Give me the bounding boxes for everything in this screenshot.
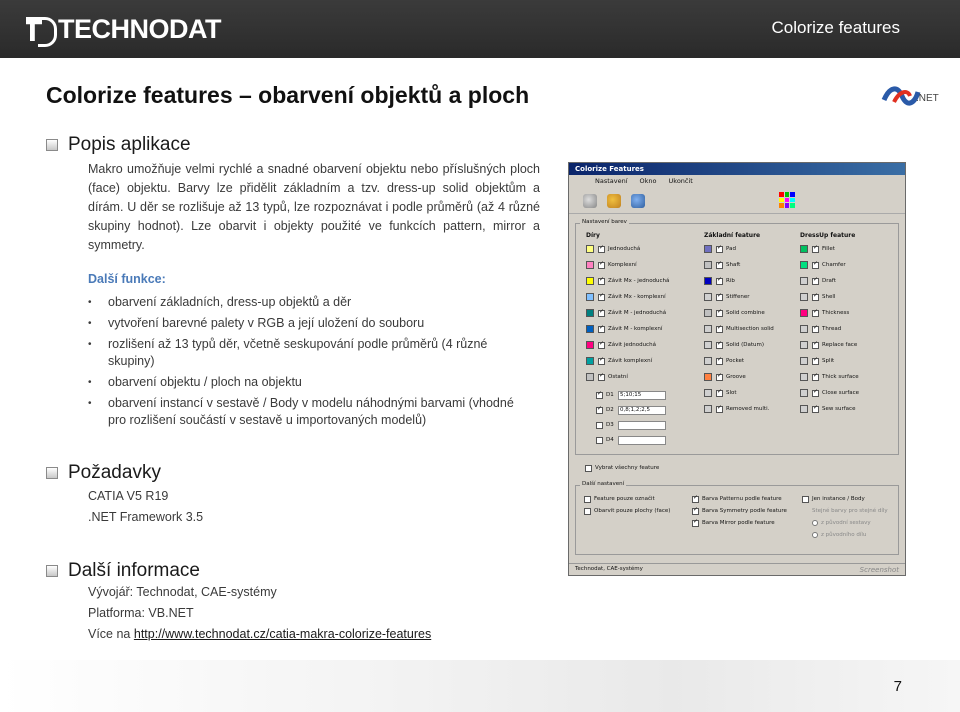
checkbox[interactable] [692, 520, 699, 527]
option-row[interactable] [812, 518, 871, 528]
status-bar [569, 563, 905, 575]
feature-label: Závit M - komplexní [608, 326, 663, 332]
feature-label: Pocket [726, 358, 745, 364]
diameter-label: D2 [606, 407, 614, 413]
top-bar [0, 0, 960, 58]
color-swatch[interactable] [800, 277, 808, 285]
option-label: z původní sestavy [821, 520, 871, 526]
column-header: Základní feature [704, 232, 761, 239]
checkbox[interactable] [596, 422, 603, 429]
list-item: • obarvení základních, dress-up objektů a děr [88, 294, 518, 311]
checkbox[interactable] [716, 326, 723, 333]
list-item: • vytvoření barevné palety v RGB a její uložení do souboru [88, 315, 518, 332]
checkbox[interactable] [716, 374, 723, 381]
feature-row[interactable] [800, 340, 857, 350]
palette-icon[interactable] [607, 194, 621, 208]
feature-label: Thick surface [822, 374, 859, 380]
diameter-input[interactable]: 0,8;1,2;2,5 [618, 406, 666, 415]
section-popis [46, 134, 191, 156]
checkbox[interactable] [596, 407, 603, 414]
feature-label: Draft [822, 278, 836, 284]
section-label: Colorize features [771, 18, 900, 37]
checkbox[interactable] [598, 374, 605, 381]
feature-label: Thickness [822, 310, 850, 316]
feature-label: Závit Mx - jednoduchá [608, 278, 670, 284]
feature-row[interactable] [586, 260, 637, 270]
color-swatch[interactable] [704, 373, 712, 381]
feature-label: Rib [726, 278, 735, 284]
color-swatch[interactable] [800, 309, 808, 317]
link-prefix: Více na [88, 627, 134, 641]
checkbox[interactable] [598, 294, 605, 301]
section-dalsi [46, 560, 200, 582]
footer-band [0, 660, 960, 712]
diameter-label: D1 [606, 392, 614, 398]
select-all-row[interactable] [585, 463, 659, 473]
option-row[interactable] [802, 494, 865, 504]
bullet-icon [46, 467, 58, 479]
diameter-input[interactable]: 5;10;15 [618, 391, 666, 400]
feature-label: Shell [822, 294, 836, 300]
other-settings-group [575, 481, 899, 555]
checkbox[interactable] [716, 406, 723, 413]
feature-row[interactable] [800, 404, 855, 414]
section-pozadavky [46, 462, 161, 484]
feature-row[interactable] [704, 404, 769, 414]
color-swatch[interactable] [586, 293, 594, 301]
feature-row[interactable] [800, 324, 841, 334]
diameter-input[interactable] [618, 436, 666, 445]
feature-row[interactable] [704, 244, 736, 254]
checkbox[interactable] [716, 246, 723, 253]
color-swatch[interactable] [586, 373, 594, 381]
column-header: Díry [586, 232, 600, 239]
option-row[interactable] [812, 530, 866, 540]
section-title: Další informace [68, 560, 200, 581]
color-swatch[interactable] [586, 245, 594, 253]
feature-row[interactable] [704, 276, 735, 286]
feature-row[interactable] [800, 388, 859, 398]
checkbox[interactable] [812, 358, 819, 365]
menu-item[interactable]: Nastavení [595, 177, 628, 185]
bullet-icon [46, 565, 58, 577]
feature-label: Závit jednoduchá [608, 342, 656, 348]
option-row[interactable] [692, 506, 787, 516]
feature-row[interactable] [704, 308, 765, 318]
option-label: Stejné barvy pro stejné díly [812, 508, 888, 514]
color-swatch[interactable] [704, 341, 712, 349]
group-label: Nastavení barev [582, 219, 627, 225]
list-item: • rozlišení až 13 typů děr, včetně seskupování podle průměrů (4 různé skupiny) [88, 336, 518, 370]
color-swatch[interactable] [586, 277, 594, 285]
group-label: Další nastavení [582, 481, 625, 487]
diameter-label: D4 [606, 437, 614, 443]
technodat-logo [26, 14, 221, 44]
requirements-list [88, 486, 203, 528]
feature-row[interactable] [704, 292, 749, 302]
feature-row[interactable] [704, 324, 774, 334]
color-swatch[interactable] [586, 357, 594, 365]
section-title: Popis aplikace [68, 134, 191, 155]
diameter-row[interactable] [596, 420, 666, 430]
option-label: Barva Mirror podle feature [702, 520, 775, 526]
feature-row[interactable] [586, 308, 666, 318]
feature-label: Removed multi. [726, 406, 770, 412]
checkbox[interactable] [812, 374, 819, 381]
bullet-icon [46, 139, 58, 151]
option-row[interactable] [584, 494, 655, 504]
option-label: Feature pouze označit [594, 496, 655, 502]
checkbox[interactable] [812, 294, 819, 301]
diameter-row[interactable] [596, 405, 666, 415]
option-row[interactable] [692, 518, 775, 528]
slide-title: Colorize features – obarvení objektů a ploch [46, 82, 530, 108]
checkbox[interactable] [596, 437, 603, 444]
feature-label: Fillet [822, 246, 835, 252]
dotnet-logo-icon [880, 84, 950, 108]
option-row[interactable] [692, 494, 782, 504]
column-header: DressUp feature [800, 232, 856, 239]
checkbox[interactable] [812, 326, 819, 333]
color-swatch[interactable] [586, 341, 594, 349]
feature-row[interactable] [704, 356, 744, 366]
list-item: CATIA V5 R19 [88, 489, 169, 503]
checkbox[interactable] [692, 496, 699, 503]
feature-row[interactable] [800, 372, 859, 382]
checkbox[interactable] [716, 358, 723, 365]
feature-row[interactable] [800, 244, 835, 254]
checkbox[interactable] [812, 246, 819, 253]
color-swatch[interactable] [800, 373, 808, 381]
logo-text: TECHNODAT [58, 13, 221, 44]
description-paragraph: Makro umožňuje velmi rychlé a snadné obarvení objektu nebo příslušných ploch (face) objektu. Barvy lze přidělit základním a tzv. dress-up solid objektům a dírám. U děr se rozlišuje až 13 typů, lze rozpoznávat i podle průměrů (až 4 různé skupiny hodnot). Lze obarvit i objekty použité ve funkcích pattern, mirror a symmetry. [88, 162, 540, 252]
feature-row[interactable] [586, 372, 628, 382]
color-swatch[interactable] [704, 293, 712, 301]
color-grid-icon[interactable] [779, 192, 795, 208]
menu-item[interactable]: Ukončit [668, 177, 693, 185]
color-settings-group [575, 219, 899, 455]
checkbox[interactable] [596, 392, 603, 399]
checkbox[interactable] [716, 294, 723, 301]
color-swatch[interactable] [586, 325, 594, 333]
checkbox[interactable] [812, 310, 819, 317]
watermark: Screenshot [859, 566, 899, 574]
checkbox[interactable] [584, 496, 591, 503]
page-number: 7 [893, 678, 902, 695]
feature-row[interactable] [800, 308, 849, 318]
feature-label: Závit Mx - komplexní [608, 294, 666, 300]
toolbar [569, 188, 905, 214]
feature-label: Pad [726, 246, 736, 252]
feature-row[interactable] [800, 260, 846, 270]
info-list [88, 582, 431, 645]
feature-label: Závit komplexní [608, 358, 653, 364]
color-swatch[interactable] [704, 309, 712, 317]
app-screenshot [568, 162, 906, 576]
color-swatch[interactable] [704, 325, 712, 333]
feature-label: Stiffener [726, 294, 750, 300]
option-row[interactable] [584, 506, 670, 516]
color-swatch[interactable] [800, 405, 808, 413]
checkbox[interactable] [585, 465, 592, 472]
checkbox[interactable] [812, 342, 819, 349]
color-swatch[interactable] [800, 341, 808, 349]
color-swatch[interactable] [704, 357, 712, 365]
feature-row[interactable] [586, 244, 640, 254]
checkbox[interactable] [598, 342, 605, 349]
option-label: z původního dílu [821, 532, 867, 538]
feature-label: Závit M - jednoduchá [608, 310, 667, 316]
color-swatch[interactable] [704, 277, 712, 285]
feature-row[interactable] [800, 292, 835, 302]
color-swatch[interactable] [704, 389, 712, 397]
color-swatch[interactable] [800, 261, 808, 269]
feature-label: Thread [822, 326, 842, 332]
list-item [88, 624, 431, 645]
radio[interactable] [812, 532, 818, 538]
checkbox[interactable] [716, 310, 723, 317]
list-item: • obarvení instancí v sestavě / Body v modelu náhodnými barvami (vhodné pro rozlišení součástí v sestavě u importovaných modelů) [88, 395, 518, 429]
save-palette-icon[interactable] [631, 194, 645, 208]
option-label: Barva Patternu podle feature [702, 496, 782, 502]
checkbox[interactable] [598, 358, 605, 365]
feature-label: Solid combine [726, 310, 765, 316]
checkbox[interactable] [716, 278, 723, 285]
checkbox[interactable] [598, 246, 605, 253]
feature-label: Slot [726, 390, 737, 396]
checkbox[interactable] [598, 278, 605, 285]
checkbox[interactable] [812, 278, 819, 285]
checkbox[interactable] [812, 390, 819, 397]
feature-row[interactable] [800, 356, 834, 366]
feature-label: Jednoduchá [608, 246, 641, 252]
logo-mark-icon [26, 15, 54, 43]
feature-row[interactable] [704, 340, 764, 350]
dotnet-text: .NET [916, 93, 939, 104]
feature-label: Komplexní [608, 262, 637, 268]
menu-bar [569, 175, 905, 188]
list-item: Vývojář: Technodat, CAE-systémy [88, 585, 277, 599]
option-label: Jen instance / Body [812, 496, 865, 502]
option-row [812, 506, 888, 516]
status-text: Technodat, CAE-systémy [575, 566, 643, 572]
feature-row[interactable] [704, 388, 737, 398]
checkbox[interactable] [716, 262, 723, 269]
checkbox[interactable] [598, 310, 605, 317]
color-swatch[interactable] [704, 405, 712, 413]
list-item: .NET Framework 3.5 [88, 510, 204, 524]
feature-row[interactable] [586, 324, 662, 334]
checkbox[interactable] [812, 262, 819, 269]
color-swatch[interactable] [586, 261, 594, 269]
checkbox[interactable] [598, 262, 605, 269]
option-label: Obarvit pouze plochy (face) [594, 508, 671, 514]
feature-label: Ostatní [608, 374, 628, 380]
website-link[interactable]: http://www.technodat.cz/catia-makra-colorize-features [133, 627, 432, 641]
color-swatch[interactable] [800, 245, 808, 253]
feature-label: Shaft [726, 262, 741, 268]
features-subtitle: Další funkce: [88, 272, 166, 286]
color-swatch[interactable] [800, 389, 808, 397]
section-title: Požadavky [68, 462, 161, 483]
option-label: Barva Symmetry podle feature [702, 508, 787, 514]
color-swatch[interactable] [704, 245, 712, 253]
color-swatch[interactable] [800, 325, 808, 333]
diameter-row[interactable] [596, 435, 666, 445]
feature-label: Split [822, 358, 835, 364]
feature-label: Multisection solid [726, 326, 774, 332]
radio[interactable] [812, 520, 818, 526]
select-all-label: Vybrat všechny feature [595, 465, 660, 471]
color-swatch[interactable] [800, 357, 808, 365]
feature-row[interactable] [586, 356, 652, 366]
color-swatch[interactable] [704, 261, 712, 269]
diameter-label: D3 [606, 422, 614, 428]
checkbox[interactable] [812, 406, 819, 413]
feature-label: Close surface [822, 390, 860, 396]
checkbox[interactable] [716, 390, 723, 397]
feature-row[interactable] [800, 276, 836, 286]
window-title: Colorize Features [569, 163, 905, 175]
feature-label: Sew surface [822, 406, 856, 412]
checkbox[interactable] [584, 508, 591, 515]
feature-row[interactable] [704, 260, 740, 270]
features-list [88, 294, 518, 433]
brush-icon[interactable] [583, 194, 597, 208]
diameter-row[interactable] [596, 390, 666, 400]
feature-label: Solid (Datum) [726, 342, 765, 348]
color-swatch[interactable] [800, 293, 808, 301]
checkbox[interactable] [716, 342, 723, 349]
diameter-input[interactable] [618, 421, 666, 430]
feature-label: Chamfer [822, 262, 846, 268]
feature-label: Replace face [822, 342, 858, 348]
checkbox[interactable] [692, 508, 699, 515]
feature-row[interactable] [586, 292, 666, 302]
feature-row[interactable] [586, 340, 656, 350]
color-swatch[interactable] [586, 309, 594, 317]
checkbox[interactable] [598, 326, 605, 333]
list-item: • obarvení objektu / ploch na objektu [88, 374, 518, 391]
feature-row[interactable] [704, 372, 746, 382]
menu-item[interactable]: Okno [639, 177, 657, 185]
feature-row[interactable] [586, 276, 669, 286]
checkbox[interactable] [802, 496, 809, 503]
feature-label: Groove [726, 374, 746, 380]
list-item: Platforma: VB.NET [88, 606, 194, 620]
